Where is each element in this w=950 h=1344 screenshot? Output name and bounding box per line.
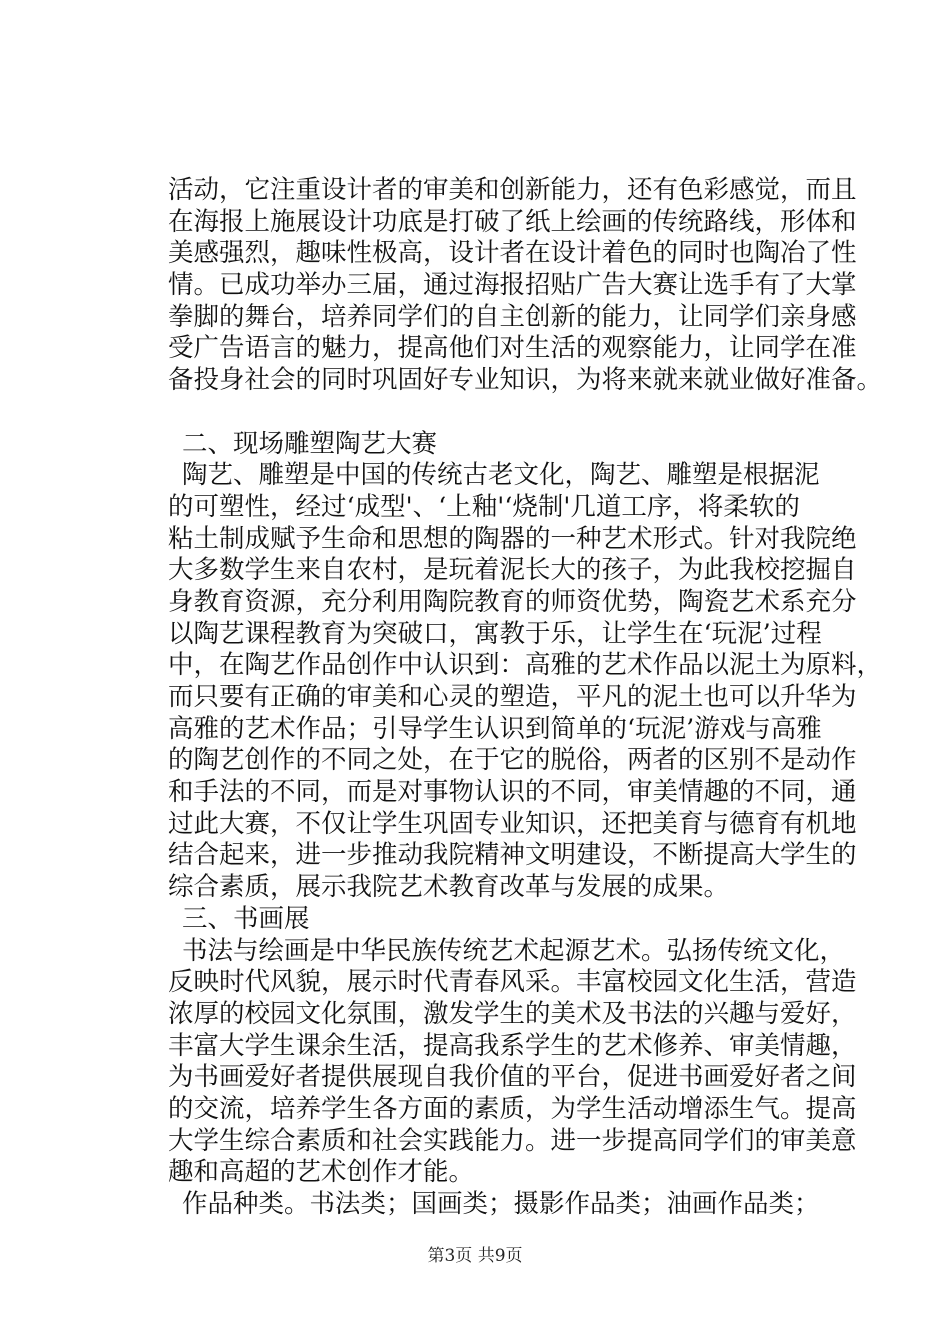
- paragraph-line: 大多数学生来自农村，是玩着泥长大的孩子，为此我校挖掘自: [168, 555, 857, 586]
- paragraph-line: 综合素质，展示我院艺术教育改革与发展的成果。: [168, 872, 730, 903]
- paragraph-line: 结合起来，进一步推动我院精神文明建设，不断提高大学生的: [168, 840, 857, 871]
- paragraph-line: 为书画爱好者提供展现自我价值的平台，促进书画爱好者之间: [168, 1062, 857, 1093]
- paragraph-line: 受广告语言的魅力，提高他们对生活的观察能力，让同学在准: [168, 333, 857, 364]
- paragraph-line: 陶艺、雕塑是中国的传统古老文化，陶艺、雕塑是根据泥: [182, 460, 820, 491]
- paragraph-line: 身教育资源，充分利用陶院教育的师资优势，陶瓷艺术系充分: [168, 586, 857, 617]
- paragraph-line: 粘土制成赋予生命和思想的陶器的一种艺术形式。针对我院绝: [168, 523, 857, 554]
- works-category-line: 作品种类。书法类；国画类；摄影作品类；油画作品类；: [182, 1189, 820, 1219]
- paragraph-line: 在海报上施展设计功底是打破了纸上绘画的传统路线，形体和: [168, 206, 857, 237]
- paragraph-line: 的陶艺创作的不同之处，在于它的脱俗，两者的区别不是动作: [168, 745, 857, 776]
- paragraph-line: 和手法的不同，而是对事物认识的不同，审美情趣的不同，通: [168, 777, 857, 808]
- paragraph-line: 情。已成功举办三届，通过海报招贴广告大赛让选手有了大掌: [168, 270, 857, 301]
- paragraph-line: 备投身社会的同时巩固好专业知识，为将来就来就业做好准备。: [168, 365, 883, 396]
- paragraph-line: 反映时代风貌，展示时代青春风采。丰富校园文化生活，营造: [168, 967, 857, 998]
- paragraph-line: 大学生综合素质和社会实践能力。进一步提高同学们的审美意: [168, 1125, 857, 1156]
- paragraph-line: 的可塑性，经过‘成型'、‘上釉'‘烧制'几道工序，将柔软的: [168, 491, 800, 522]
- paragraph-line: 丰富大学生课余生活，提高我系学生的艺术修养、审美情趣，: [168, 1030, 857, 1061]
- section-heading-ceramics: 二、现场雕塑陶艺大赛: [182, 428, 438, 459]
- paragraph-line: 活动，它注重设计者的审美和创新能力，还有色彩感觉，而且: [168, 175, 857, 205]
- paragraph-line: 过此大赛，不仅让学生巩固专业知识，还把美育与德育有机地: [168, 808, 857, 839]
- paragraph-line: 中，在陶艺作品创作中认识到：高雅的艺术作品以泥土为原料，: [168, 650, 883, 681]
- document-body: [168, 175, 883, 1221]
- paragraph-line: 美感强烈，趣味性极高，设计者在设计着色的同时也陶冶了性: [168, 238, 857, 269]
- paragraph-line: 以陶艺课程教育为突破口，寓教于乐，让学生在‘玩泥’过程: [168, 618, 822, 649]
- paragraph-line: 而只要有正确的审美和心灵的塑造，平凡的泥土也可以升华为: [168, 682, 857, 712]
- paragraph-line: 趣和高超的艺术创作才能。: [168, 1157, 475, 1188]
- paragraph-line: 浓厚的校园文化氛围，激发学生的美术及书法的兴趣与爱好，: [168, 998, 857, 1029]
- paragraph-line: 的交流，培养学生各方面的素质，为学生活动增添生气。提高: [168, 1093, 857, 1124]
- paragraph-line: 拳脚的舞台，培养同学们的自主创新的能力，让同学们亲身感: [168, 301, 857, 332]
- paragraph-gap: [168, 397, 868, 429]
- section-heading-calligraphy: 三、书画展: [182, 903, 310, 934]
- paragraph-line: 高雅的艺术作品；引导学生认识到简单的‘玩泥’游戏与高雅: [168, 713, 822, 744]
- page-number-footer: 第3页 共9页: [427, 1246, 523, 1266]
- paragraph-line: 书法与绘画是中华民族传统艺术起源艺术。弘扬传统文化，: [182, 935, 846, 966]
